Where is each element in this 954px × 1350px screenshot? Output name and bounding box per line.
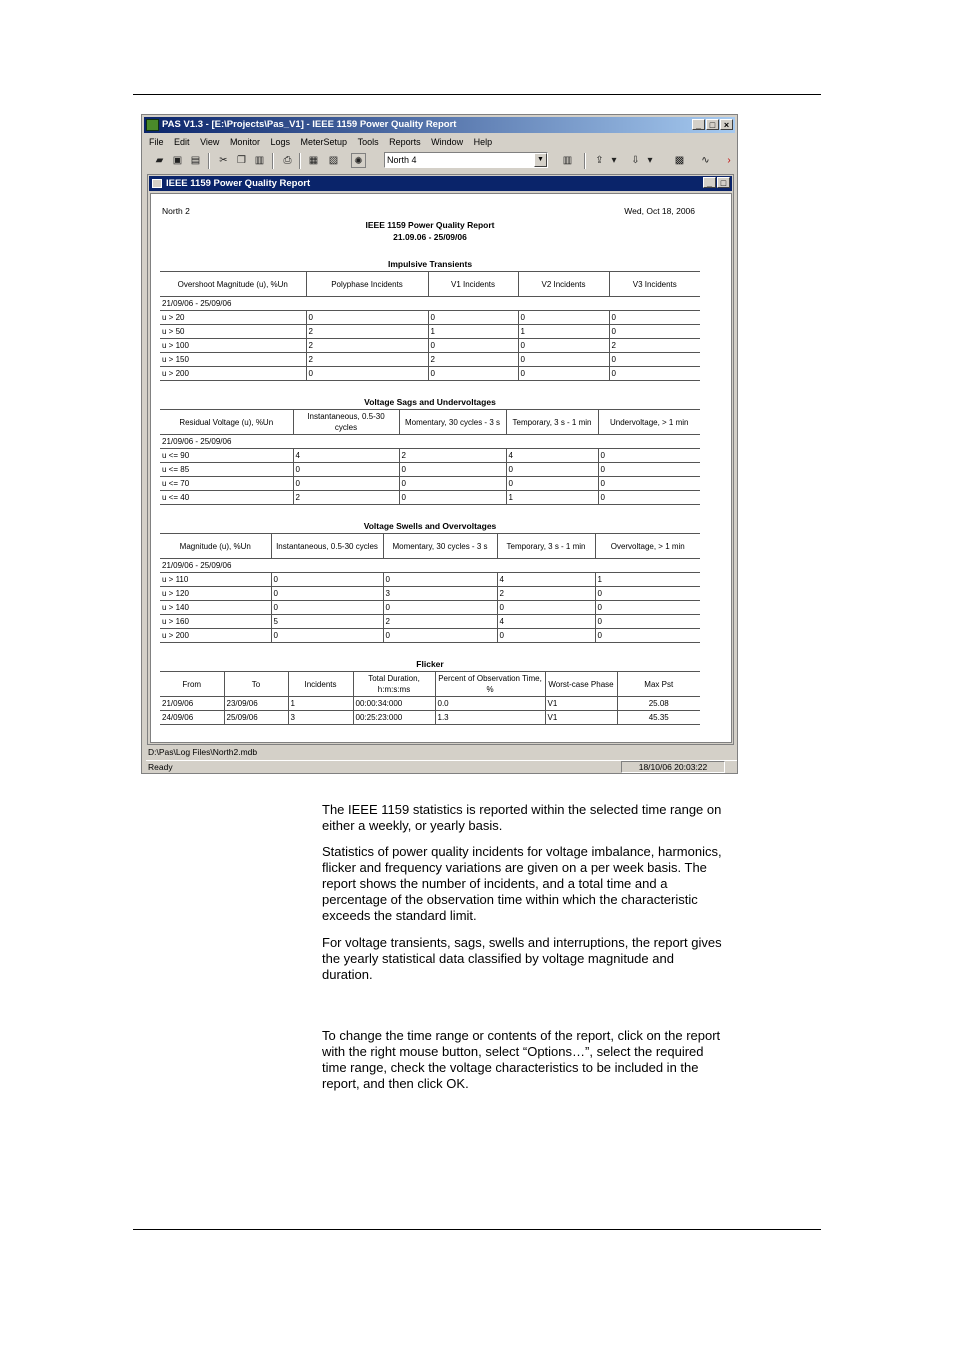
impulsive-title: Impulsive Transients — [387, 259, 473, 269]
table-cell: 25.08 — [617, 697, 700, 711]
table-cell: u > 50 — [160, 325, 306, 339]
table-cell: 4 — [497, 615, 595, 629]
table-cell: 21/09/06 — [160, 697, 224, 711]
table-cell: 0 — [399, 477, 506, 491]
sags-title: Voltage Sags and Undervoltages — [364, 397, 496, 407]
table-cell: u > 150 — [160, 353, 306, 367]
table-header: Percent of Observation Time, % — [435, 672, 545, 697]
child-minimize-icon[interactable]: _ — [703, 177, 716, 188]
grid-icon[interactable]: ▥ — [562, 155, 573, 166]
open-folder-icon[interactable]: ▰ — [155, 155, 164, 166]
menu-file[interactable]: File — [149, 137, 164, 147]
table-header: V1 Incidents — [428, 272, 518, 297]
table-cell: 0 — [428, 339, 518, 353]
table-cell: 0 — [598, 449, 700, 463]
table-cell: 4 — [497, 573, 595, 587]
table-cell: 1 — [595, 573, 700, 587]
table-header: Momentary, 30 cycles - 3 s — [399, 410, 506, 435]
table-cell: 2 — [306, 325, 428, 339]
table-cell: 0 — [271, 587, 383, 601]
menu-monitor[interactable]: Monitor — [229, 137, 260, 147]
status-path: D:\Pas\Log Files\North2.mdb — [148, 747, 258, 757]
table-header: Instantaneous, 0.5-30 cycles — [271, 534, 383, 559]
copy-icon[interactable]: ❐ — [237, 155, 246, 166]
paragraph-4: To change the time range or contents of the report, click on the report with the right mouse button, select “Options…”, select the required time range, check the voltage characteristics to be included in the report, and then click OK. — [322, 1028, 721, 1091]
app-title: PAS V1.3 - [E:\Projects\Pas_V1] - IEEE 1159 Power Quality Report — [162, 119, 457, 130]
table-cell: u > 200 — [160, 367, 306, 381]
table-cell: 0 — [497, 601, 595, 615]
table-cell: u > 160 — [160, 615, 271, 629]
table-cell: 0 — [399, 463, 506, 477]
table-cell: u > 140 — [160, 601, 271, 615]
range-row: 21/09/06 - 25/09/06 — [160, 435, 700, 449]
impulsive-table — [160, 271, 700, 381]
report-date: Wed, Oct 18, 2006 — [624, 206, 695, 216]
menu-metersetup[interactable]: MeterSetup — [300, 137, 348, 147]
table-cell: 0 — [383, 629, 497, 643]
top-rule — [133, 94, 821, 95]
swells-title: Voltage Swells and Overvoltages — [363, 521, 497, 531]
online-icon[interactable]: ✺ — [351, 153, 366, 168]
cut-icon[interactable]: ✂ — [219, 155, 228, 166]
table-cell: 0 — [506, 463, 598, 477]
table-cell: 2 — [306, 353, 428, 367]
table-cell: u > 200 — [160, 629, 271, 643]
table-cell: 0 — [598, 463, 700, 477]
pas-application-window — [141, 114, 738, 774]
site-combo[interactable] — [384, 152, 548, 168]
paragraph-1: The IEEE 1159 statistics is reported within the selected time range on either a weekly, or yearly basis. — [322, 802, 722, 833]
table-cell: 0 — [428, 367, 518, 381]
table-cell: 25/09/06 — [224, 711, 288, 725]
table-cell: 0 — [271, 573, 383, 587]
document-icon — [152, 179, 162, 188]
table-cell: 0 — [598, 477, 700, 491]
menu-edit[interactable]: Edit — [174, 137, 190, 147]
table-cell: 0 — [609, 311, 700, 325]
table-cell: 0 — [518, 367, 609, 381]
menu-tools[interactable]: Tools — [357, 137, 379, 147]
toolbar — [146, 151, 735, 171]
table-cell: 0.0 — [435, 697, 545, 711]
table-cell: u > 20 — [160, 311, 306, 325]
table-header: Momentary, 30 cycles - 3 s — [383, 534, 497, 559]
table-cell: u > 110 — [160, 573, 271, 587]
paragraph-3: For voltage transients, sags, swells and interruptions, the report gives the yearly statistical data classified by voltage magnitude and duration. — [322, 935, 722, 982]
save-icon[interactable]: ▣ — [172, 155, 183, 166]
menu-view[interactable]: View — [200, 137, 220, 147]
status-bar — [146, 760, 737, 774]
bottom-rule — [133, 1229, 821, 1230]
table-cell: u <= 40 — [160, 491, 293, 505]
table-cell: 0 — [595, 629, 700, 643]
table-header: To — [224, 672, 288, 697]
table-cell: 0 — [293, 477, 399, 491]
table-cell: 4 — [506, 449, 598, 463]
table-header: Magnitude (u), %Un — [160, 534, 271, 559]
table-cell: 1.3 — [435, 711, 545, 725]
minimize-icon[interactable]: _ — [692, 119, 705, 130]
table-cell: 00:00:34:000 — [353, 697, 435, 711]
table-cell: 2 — [293, 491, 399, 505]
table-cell: 0 — [598, 491, 700, 505]
report-view[interactable] — [150, 193, 732, 743]
table-header: Polyphase Incidents — [306, 272, 428, 297]
table-header: Overshoot Magnitude (u), %Un — [160, 272, 306, 297]
table-cell: 0 — [399, 491, 506, 505]
menu-bar — [146, 135, 497, 149]
paragraph-2: Statistics of power quality incidents for voltage imbalance, harmonics, flicker and frequency variations are given on a per week basis. The report shows the number of incidents, and a total time and a percentage of the observation time within which the characteristic exceeds the standard limit. — [322, 844, 722, 923]
table-cell: 0 — [609, 353, 700, 367]
table-cell: 0 — [306, 367, 428, 381]
table-cell: 0 — [306, 311, 428, 325]
table-cell: V1 — [545, 711, 617, 725]
sags-table — [160, 409, 700, 505]
table-cell: u <= 90 — [160, 449, 293, 463]
setup-icon[interactable]: ▧ — [328, 155, 339, 166]
download-icon[interactable]: ⇩ — [631, 155, 640, 166]
table-header: Worst-case Phase — [545, 672, 617, 697]
status-time: 18/10/06 20:03:22 — [621, 761, 725, 773]
table-header: Instantaneous, 0.5-30 cycles — [293, 410, 399, 435]
table-cell: 2 — [609, 339, 700, 353]
report-title: IEEE 1159 Power Quality Report — [365, 220, 495, 230]
table-cell: 2 — [383, 615, 497, 629]
upload-icon[interactable]: ⇪ — [595, 155, 604, 166]
table-cell: 23/09/06 — [224, 697, 288, 711]
table-cell: 1 — [518, 325, 609, 339]
swells-table — [160, 533, 700, 643]
table-cell: 0 — [609, 367, 700, 381]
status-ready: Ready — [148, 762, 173, 772]
report-child-window — [147, 174, 734, 745]
table-cell: 0 — [518, 353, 609, 367]
save-all-icon[interactable]: ▤ — [190, 155, 201, 166]
table-cell: u <= 70 — [160, 477, 293, 491]
table-cell: V1 — [545, 697, 617, 711]
table-header: Temporary, 3 s - 1 min — [497, 534, 595, 559]
table-cell: 3 — [288, 711, 353, 725]
range-row: 21/09/06 - 25/09/06 — [160, 559, 700, 573]
table-cell: 0 — [497, 629, 595, 643]
menu-reports[interactable]: Reports — [389, 137, 421, 147]
table-cell: 0 — [595, 587, 700, 601]
table-header: Total Duration, h:m:s:ms — [353, 672, 435, 697]
table-header: Residual Voltage (u), %Un — [160, 410, 293, 435]
table-cell: 2 — [497, 587, 595, 601]
menu-help[interactable]: Help — [473, 137, 493, 147]
table-cell: 45.35 — [617, 711, 700, 725]
dropdown-arrow-icon-2[interactable]: ▾ — [647, 155, 653, 166]
table-cell: 0 — [271, 629, 383, 643]
report-period: 21.09.06 - 25/09/06 — [393, 232, 467, 242]
table-cell: 0 — [293, 463, 399, 477]
waveform-icon[interactable]: ∿ — [701, 155, 710, 166]
dropdown-arrow-icon[interactable]: ▾ — [611, 155, 617, 166]
table-cell: 1 — [506, 491, 598, 505]
table-cell: 1 — [288, 697, 353, 711]
pas-app-icon — [146, 119, 159, 131]
table-cell: 2 — [306, 339, 428, 353]
site-combo-value: North 4 — [387, 155, 417, 165]
print-icon[interactable]: ⎙ — [283, 155, 292, 166]
report-site: North 2 — [162, 206, 190, 216]
table-cell: u <= 85 — [160, 463, 293, 477]
menu-logs[interactable]: Logs — [270, 137, 290, 147]
table-header: Temporary, 3 s - 1 min — [506, 410, 598, 435]
child-titlebar[interactable] — [149, 176, 732, 191]
table-header: Max Pst — [617, 672, 700, 697]
table-cell: u > 100 — [160, 339, 306, 353]
table-cell: 0 — [518, 339, 609, 353]
table-cell: 0 — [609, 325, 700, 339]
table-cell: 0 — [595, 601, 700, 615]
chart-icon[interactable]: ▩ — [674, 155, 685, 166]
report-icon[interactable]: ▦ — [308, 155, 319, 166]
table-cell: 3 — [383, 587, 497, 601]
table-cell: 00:25:23:000 — [353, 711, 435, 725]
table-header: From — [160, 672, 224, 697]
table-cell: 2 — [399, 449, 506, 463]
table-cell: 24/09/06 — [160, 711, 224, 725]
table-cell: 5 — [271, 615, 383, 629]
flicker-title: Flicker — [416, 659, 444, 669]
close-icon[interactable]: × — [720, 119, 733, 130]
overflow-chevron-icon[interactable]: › — [727, 155, 731, 166]
table-header: V2 Incidents — [518, 272, 609, 297]
table-cell: 1 — [428, 325, 518, 339]
table-header: Incidents — [288, 672, 353, 697]
table-cell: 0 — [518, 311, 609, 325]
child-maximize-icon[interactable]: □ — [717, 177, 730, 188]
table-cell: 0 — [428, 311, 518, 325]
table-header: V3 Incidents — [609, 272, 700, 297]
table-cell: 0 — [506, 477, 598, 491]
table-cell: 0 — [383, 601, 497, 615]
child-title: IEEE 1159 Power Quality Report — [166, 178, 311, 189]
maximize-icon[interactable]: □ — [706, 119, 719, 130]
table-cell: 0 — [595, 615, 700, 629]
table-cell: 2 — [428, 353, 518, 367]
table-cell: 4 — [293, 449, 399, 463]
paste-icon[interactable]: ▥ — [254, 155, 265, 166]
app-titlebar[interactable] — [144, 117, 735, 133]
menu-window[interactable]: Window — [431, 137, 464, 147]
table-cell: 0 — [383, 573, 497, 587]
flicker-table — [160, 671, 700, 725]
chevron-down-icon[interactable]: ▼ — [534, 153, 547, 167]
table-cell: u > 120 — [160, 587, 271, 601]
table-cell: 0 — [271, 601, 383, 615]
range-row: 21/09/06 - 25/09/06 — [160, 297, 700, 311]
table-header: Overvoltage, > 1 min — [595, 534, 700, 559]
table-header: Undervoltage, > 1 min — [598, 410, 700, 435]
